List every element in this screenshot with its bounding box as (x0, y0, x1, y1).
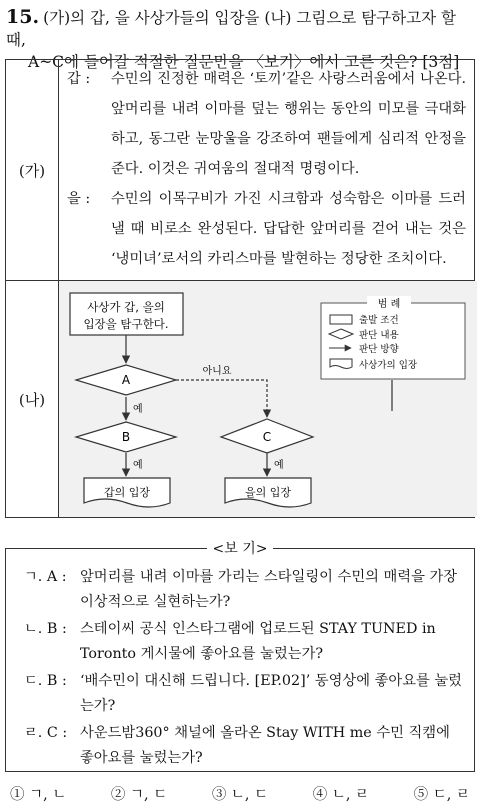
section-ga-label: (가) (6, 60, 59, 281)
no-label: 아니요 (202, 366, 232, 377)
legend-item-direction: 판단 방향 (359, 344, 399, 355)
answer-choice-5[interactable]: ⑤ ㄷ, ㄹ (413, 787, 470, 803)
start-text-2: 입장을 탐구한다. (83, 317, 169, 331)
bogi-items (24, 565, 464, 773)
statement-eul (67, 184, 466, 274)
legend-start-swatch (330, 315, 352, 324)
bogi-item (24, 721, 464, 770)
content-table (5, 59, 475, 518)
section-ga-statements (59, 60, 475, 281)
bogi-item-tag: ㄹ. C : (24, 725, 68, 741)
bogi-item (24, 565, 464, 614)
statement-gap (67, 64, 466, 184)
legend-item-decision: 판단 내용 (359, 330, 399, 341)
bogi-title: <보 기> (207, 541, 274, 557)
legend-item-result: 사상가의 입장 (359, 360, 418, 371)
answer-choice-3[interactable]: ③ ㄴ, ㄷ (211, 787, 269, 803)
flowchart (59, 281, 475, 518)
speaker-gap: 갑 : (67, 71, 91, 87)
bogi-item-text: 앞머리를 내려 이마를 가리는 스타일링이 수민의 매력을 가장 이상적으로 실현하는가? (80, 569, 458, 610)
legend-title: 범 례 (377, 299, 401, 310)
question-line-1: (가)의 갑, 을 사상가들의 입장을 (나) 그림으로 탐구하고자 할 때, (6, 9, 456, 49)
flowchart-svg (59, 281, 477, 517)
bogi-box (5, 541, 475, 772)
answer-choice-4[interactable]: ④ ㄴ, ㄹ (312, 787, 370, 803)
start-text-1: 사상가 갑, 을의 (87, 300, 165, 314)
bogi-item-text: ‘배수민이 대신해 드립니다. [EP.02]’ 동영상에 좋아요를 눌렀는가? (80, 673, 462, 714)
legend-item-start: 출발 조건 (359, 315, 399, 326)
answer-choice-1[interactable]: ① ㄱ, ㄴ (10, 787, 67, 803)
bogi-item (24, 617, 464, 666)
result-gap: 갑의 입장 (103, 486, 151, 499)
bogi-item-text: 스테이씨 공식 인스타그램에 업로드된 STAY TUNED in Toronto 게시물에 좋아요를 눌렀는가? (80, 621, 436, 662)
result-eul: 을의 입장 (244, 486, 292, 499)
statement-eul-text: 수민의 이목구비가 가진 시크함과 성숙함은 이마를 드러낼 때 비로소 완성된다. 답답한 앞머리를 걷어 내는 것은 ‘냉미녀’로서의 카리스마를 발현하는 정당한 조치이다. (111, 191, 466, 267)
bogi-item-tag: ㄴ. B : (24, 621, 67, 637)
yes-label-a: 예 (133, 404, 143, 415)
question-number: 15. (6, 6, 40, 28)
bogi-item-tag: ㄷ. B : (24, 673, 67, 689)
answer-choice-2[interactable]: ② ㄱ, ㄷ (110, 787, 168, 803)
bogi-item-tag: ㄱ. A : (24, 569, 67, 585)
decision-a-label: A (121, 373, 131, 387)
answer-choices (10, 783, 470, 804)
bogi-item-text: 사운드밤360° 채널에 올라온 Stay WITH me 수민 직캠에 좋아요를 눌렀는가? (80, 725, 450, 766)
question-line-2: A~C에 들어갈 적절한 질문만을 〈보기〉에서 고른 것은? [3점] (28, 53, 460, 71)
yes-label-b: 예 (133, 460, 143, 471)
decision-c-label: C (262, 430, 272, 444)
speaker-eul: 을 : (67, 191, 91, 207)
decision-b-label: B (121, 430, 131, 444)
yes-label-c: 예 (274, 460, 284, 471)
bogi-item (24, 669, 464, 718)
statement-gap-text: 수민의 진정한 매력은 ‘토끼’같은 사랑스러움에서 나온다. 앞머리를 내려 이마를 덮는 행위는 동안의 미모를 극대화하고, 동그란 눈망울을 강조하여 팬들에게 심리적 안정을 준다. 이것은 귀여움의 절대적 명령이다. (111, 71, 466, 177)
section-na-label: (나) (6, 281, 59, 518)
